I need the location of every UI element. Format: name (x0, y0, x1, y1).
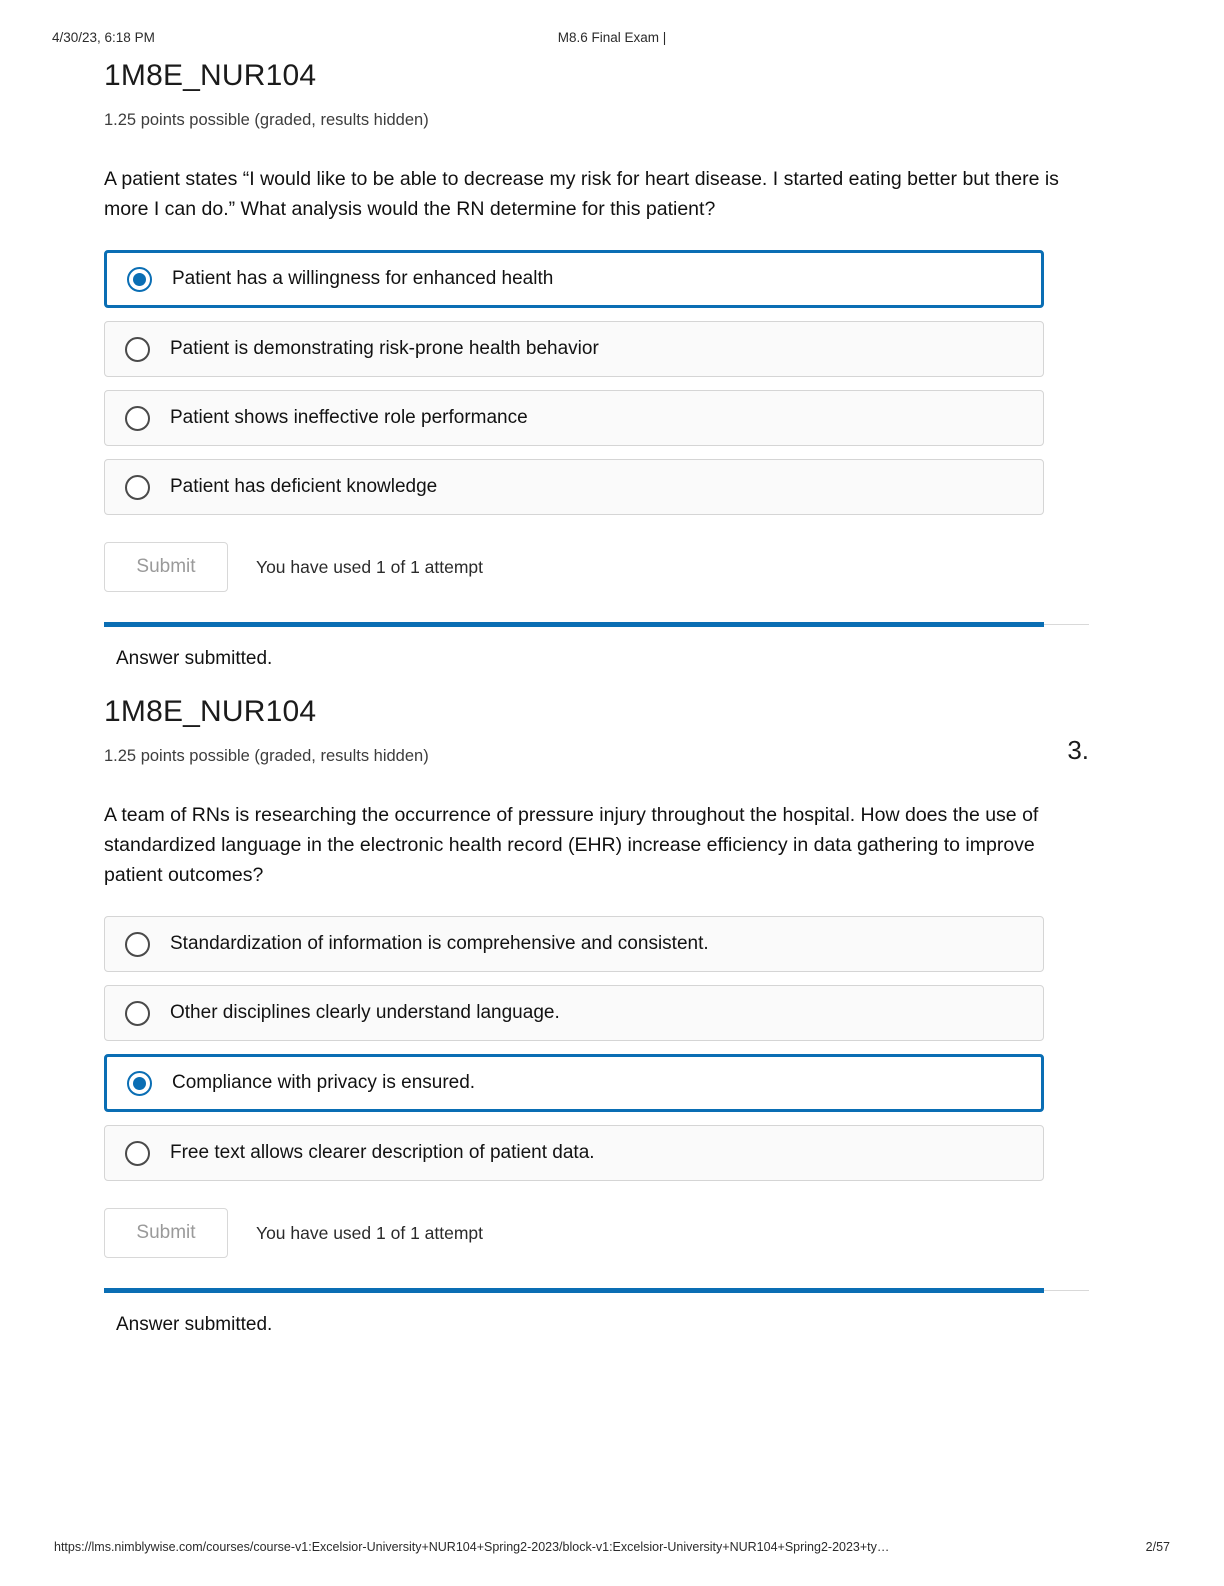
print-header-timestamp: 4/30/23, 6:18 PM (52, 30, 155, 45)
choice-list-2 (104, 916, 1089, 1181)
question-prompt-1: A patient states “I would like to be able to decrease my risk for heart disease. I started eating better but there is more I can do.” What analysis would the RN determine for this patient? (104, 168, 1059, 220)
print-header (0, 30, 1224, 48)
print-header-title: M8.6 Final Exam | (557, 30, 667, 45)
choice-option[interactable] (104, 390, 1044, 446)
submit-button[interactable]: Submit (104, 542, 228, 592)
radio-icon[interactable] (125, 1141, 150, 1166)
radio-icon[interactable] (125, 475, 150, 500)
radio-icon[interactable] (127, 267, 152, 292)
radio-icon[interactable] (125, 932, 150, 957)
choice-list-1 (104, 250, 1089, 515)
attempt-status: You have used 1 of 1 attempt (256, 556, 484, 577)
question-block-1 (104, 52, 1089, 670)
exam-content (104, 52, 1089, 1336)
radio-icon[interactable] (125, 406, 150, 431)
page-title: 1M8E_NUR104 (104, 59, 317, 92)
choice-label: Patient has deficient knowledge (170, 476, 438, 497)
page-marker: 3. (1067, 735, 1089, 765)
choice-option[interactable] (104, 916, 1044, 972)
radio-icon[interactable] (125, 337, 150, 362)
attempt-status: You have used 1 of 1 attempt (256, 1222, 484, 1243)
question-separator (104, 622, 1089, 628)
choice-label: Patient shows ineffective role performance (170, 407, 528, 428)
separator-accent-bar (104, 622, 1044, 627)
submit-button[interactable]: Submit (104, 1208, 228, 1258)
choice-option[interactable] (104, 1054, 1044, 1112)
section-gap (104, 670, 1089, 688)
choice-option[interactable] (104, 459, 1044, 515)
question-points-1: 1.25 points possible (graded, results hidden) (104, 111, 429, 129)
radio-icon[interactable] (125, 1001, 150, 1026)
choice-label: Free text allows clearer description of patient data. (170, 1142, 595, 1163)
footer-page-number: 2/57 (1145, 1540, 1170, 1554)
radio-icon[interactable] (127, 1071, 152, 1096)
answer-submitted-note: Answer submitted. (116, 648, 273, 669)
choice-label: Patient has a willingness for enhanced health (172, 268, 554, 289)
footer-url: https://lms.nimblywise.com/courses/course-v1:Excelsior-University+NUR104+Spring2-2023/block-v1:Excelsior-University+NUR104+Spring2-2023+ty… (54, 1540, 890, 1554)
question-block-2 (104, 688, 1089, 1336)
choice-option[interactable] (104, 250, 1044, 308)
question-points-2: 1.25 points possible (graded, results hidden) (104, 747, 429, 765)
question-title-2: 1M8E_NUR104 (104, 695, 317, 728)
choice-option[interactable] (104, 1125, 1044, 1181)
choice-option[interactable] (104, 321, 1044, 377)
submit-row-1 (104, 542, 1089, 592)
choice-option[interactable] (104, 985, 1044, 1041)
answer-submitted-note: Answer submitted. (116, 1314, 273, 1335)
question-separator (104, 1288, 1089, 1294)
choice-label: Standardization of information is comprehensive and consistent. (170, 933, 709, 954)
question-prompt-2: A team of RNs is researching the occurrence of pressure injury throughout the hospital. How does the use of standardized language in the electronic health record (EHR) increase efficiency in data gathering to improve patient outcomes? (104, 804, 1039, 886)
choice-label: Compliance with privacy is ensured. (172, 1072, 476, 1093)
choice-label: Other disciplines clearly understand language. (170, 1002, 560, 1023)
print-footer (0, 1540, 1224, 1558)
submit-row-2 (104, 1208, 1089, 1258)
separator-accent-bar (104, 1288, 1044, 1293)
choice-label: Patient is demonstrating risk-prone health behavior (170, 338, 599, 359)
